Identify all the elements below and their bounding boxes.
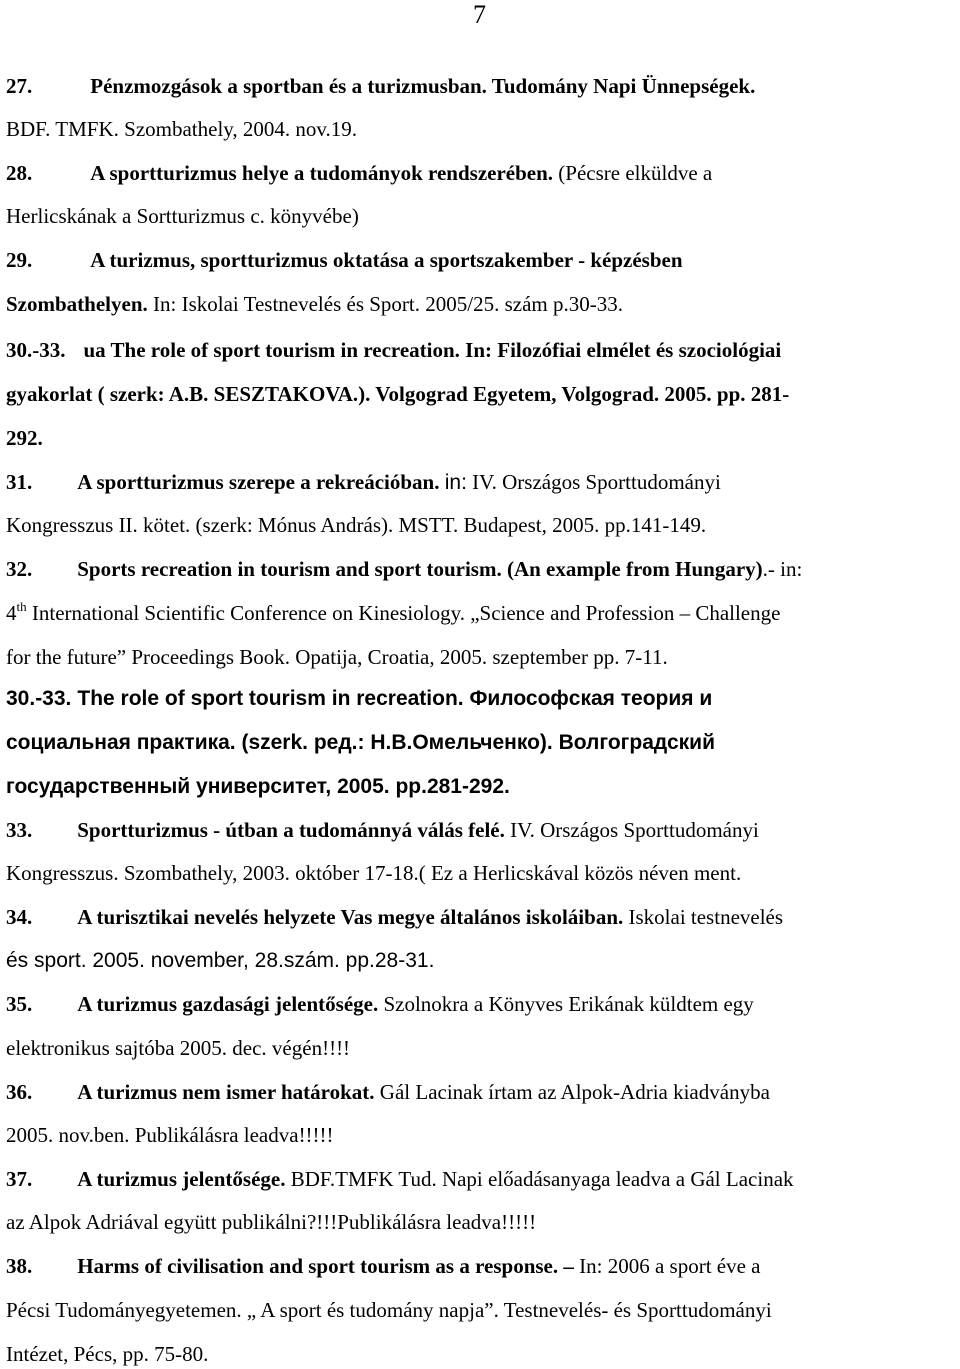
entry-cyrillic: социальная практика. (szerk. ред.: Н.В.Омельченко). Волгоградский — [6, 731, 715, 754]
entry-title: A sportturizmus szerepe a rekreációban. — [77, 470, 440, 494]
entry-text: .- in: — [762, 557, 803, 581]
entry-text: for the future” Proceedings Book. Opatija, Croatia, 2005. szeptember pp. 7-11. — [6, 645, 668, 669]
entry-title: Pénzmozgások a sportban és a turizmusban. Tudomány Napi Ünnepségek. — [90, 74, 756, 98]
entry-30-33-line-1 — [6, 336, 781, 364]
entry-37-line-2 — [6, 1208, 536, 1236]
entry-text: Kongresszus. Szombathely, 2003. október 17-18.( Ez a Herlicskával közös néven ment. — [6, 861, 742, 885]
entry-35-line-2 — [6, 1034, 350, 1062]
entry-29-line-1 — [6, 246, 683, 274]
entry-37-line-1 — [6, 1165, 794, 1193]
entry-title: ua The role of sport tourism in recreation. In: Filozófiai elmélet és szociológiai — [83, 338, 782, 362]
entry-text: IV. Országos Sporttudományi — [510, 818, 759, 842]
entry-text: (Pécsre elküldve a — [558, 161, 713, 185]
entry-title: Sports recreation in tourism and sport tourism. (An example from Hungary) — [77, 557, 763, 581]
entry-title: A turizmus, sportturizmus oktatása a sportszakember - képzésben — [90, 248, 683, 272]
entry-34-line-1 — [6, 903, 783, 931]
entry-cyrillic: государственный университет, 2005. pp.281-292. — [6, 775, 510, 798]
entry-number: 30.-33. — [6, 338, 66, 362]
entry-27-line-2 — [6, 115, 357, 143]
entry-32-line-1 — [6, 555, 802, 583]
entry-title-cont: Szombathelyen. — [6, 292, 148, 316]
entry-title: The role of sport tourism in recreation. — [77, 687, 464, 710]
entry-number: 30.-33. — [6, 687, 72, 710]
entry-38-line-3 — [6, 1340, 208, 1368]
entry-28-line-1 — [6, 159, 712, 187]
entry-36-line-1 — [6, 1078, 770, 1106]
entry-31-line-1 — [6, 468, 721, 497]
entry-text: Intézet, Pécs, pp. 75-80. — [6, 1342, 209, 1366]
entry-36-line-2 — [6, 1121, 334, 1149]
entry-text: In: 2006 a sport éve a — [579, 1254, 761, 1278]
ordinal-number: 4 — [6, 601, 17, 625]
entry-title: A turizmus nem ismer határokat. — [77, 1080, 375, 1104]
entry-38-line-2 — [6, 1296, 772, 1324]
entry-30-33b-line-2 — [6, 729, 715, 757]
entry-31-line-2 — [6, 511, 706, 539]
entry-in: in: — [444, 471, 467, 494]
entry-text: Pécsi Tudományegyetemen. „ A sport és tudomány napja”. Testnevelés- és Sporttudományi — [6, 1298, 772, 1322]
entry-text: és sport. 2005. november, 28.szám. pp.28-31. — [6, 949, 435, 972]
entry-title: A turizmus jelentősége. — [77, 1167, 286, 1191]
entry-27-line-1 — [6, 72, 755, 100]
entry-dash: – — [563, 1254, 574, 1278]
entry-number: 27. — [6, 74, 33, 98]
entry-number: 33. — [6, 818, 33, 842]
entry-28-line-2 — [6, 202, 359, 230]
entry-title: Harms of civilisation and sport tourism as a response. — [77, 1254, 559, 1278]
entry-number: 28. — [6, 161, 33, 185]
entry-35-line-1 — [6, 990, 754, 1018]
entry-32-line-3 — [6, 643, 668, 671]
entry-30-33-line-3 — [6, 424, 43, 452]
page-number: 7 — [473, 0, 486, 29]
entry-cyrillic: Философская теория и — [469, 687, 713, 710]
entry-number: 38. — [6, 1254, 33, 1278]
entry-title: A turizmus gazdasági jelentősége. — [77, 992, 379, 1016]
entry-text: Kongresszus II. kötet. (szerk: Mónus András). MSTT. Budapest, 2005. pp.141-149. — [6, 513, 707, 537]
entry-text: az Alpok Adriával együtt publikálni?!!!Publikálásra leadva!!!!! — [6, 1210, 537, 1234]
entry-number: 36. — [6, 1080, 33, 1104]
entry-number: 37. — [6, 1167, 33, 1191]
entry-title-cont: 292. — [6, 426, 43, 450]
entry-29-line-2 — [6, 290, 623, 318]
entry-34-line-2 — [6, 947, 434, 975]
entry-33-line-2 — [6, 859, 741, 887]
entry-number: 35. — [6, 992, 33, 1016]
entry-text: Szolnokra a Könyves Erikának küldtem egy — [383, 992, 754, 1016]
entry-number: 32. — [6, 557, 33, 581]
entry-title: A sportturizmus helye a tudományok rendszerében. — [90, 161, 554, 185]
entry-title-cont: gyakorlat ( szerk: A.B. SESZTAKOVA.). Volgograd Egyetem, Volgograd. 2005. pp. 281- — [6, 382, 790, 406]
entry-title: A turisztikai nevelés helyzete Vas megye általános iskoláiban. — [77, 905, 624, 929]
entry-text: 2005. nov.ben. Publikálásra leadva!!!!! — [6, 1123, 334, 1147]
entry-text: elektronikus sajtóba 2005. dec. végén!!!! — [6, 1036, 351, 1060]
entry-text: Gál Lacinak írtam az Alpok-Adria kiadványba — [379, 1080, 770, 1104]
entry-text: Iskolai testnevelés — [628, 905, 784, 929]
entry-text: In: Iskolai Testnevelés és Sport. 2005/25. szám p.30-33. — [153, 292, 623, 316]
entry-30-33b-line-3 — [6, 773, 510, 801]
entry-number: 34. — [6, 905, 33, 929]
entry-title: Sportturizmus - útban a tudománnyá válás felé. — [77, 818, 505, 842]
entry-number: 31. — [6, 470, 33, 494]
entry-text: BDF. TMFK. Szombathely, 2004. nov.19. — [6, 117, 358, 141]
entry-text: International Scientific Conference on Kinesiology. „Science and Profession – Challenge — [31, 601, 781, 625]
ordinal-suffix: th — [16, 599, 27, 614]
entry-30-33-line-2 — [6, 380, 789, 408]
entry-32-line-2 — [6, 599, 780, 627]
entry-number: 29. — [6, 248, 33, 272]
entry-text: IV. Országos Sporttudományi — [472, 470, 721, 494]
entry-33-line-1 — [6, 816, 759, 844]
entry-text: BDF.TMFK Tud. Napi előadásanyaga leadva a Gál Lacinak — [290, 1167, 794, 1191]
entry-38-line-1 — [6, 1252, 761, 1280]
entry-30-33b-line-1 — [6, 685, 712, 713]
entry-text: Herlicskának a Sortturizmus c. könyvébe) — [6, 204, 359, 228]
